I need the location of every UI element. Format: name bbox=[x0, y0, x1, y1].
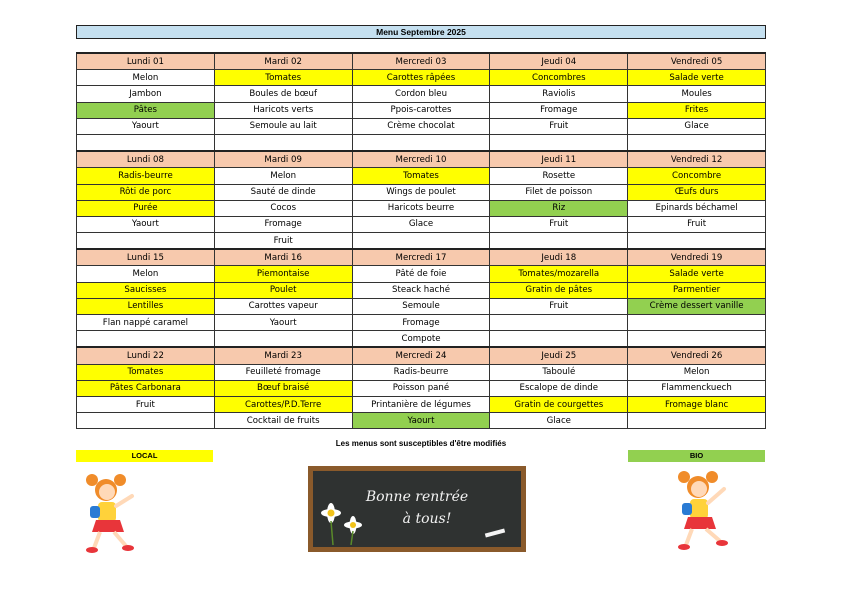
menu-cell: Melon bbox=[77, 70, 215, 86]
menu-cell: Radis-beurre bbox=[77, 168, 215, 184]
menu-cell: Gratin de courgettes bbox=[490, 396, 628, 412]
menu-cell: Flammenckuech bbox=[628, 380, 766, 396]
menu-cell: Bœuf braisé bbox=[214, 380, 352, 396]
menu-cell: Printanière de légumes bbox=[352, 396, 490, 412]
menu-cell: Glace bbox=[352, 216, 490, 232]
week-header-row bbox=[77, 347, 766, 364]
day-header: Lundi 08 bbox=[77, 151, 215, 168]
menu-cell: Filet de poisson bbox=[490, 184, 628, 200]
menu-cell bbox=[628, 134, 766, 151]
day-header: Vendredi 19 bbox=[628, 249, 766, 266]
menu-cell: Ppois-carottes bbox=[352, 102, 490, 118]
menu-cell bbox=[628, 413, 766, 429]
menu-cell: Fruit bbox=[490, 298, 628, 314]
day-header: Jeudi 18 bbox=[490, 249, 628, 266]
menu-cell: Semoule au lait bbox=[214, 118, 352, 134]
legend-local: LOCAL bbox=[76, 450, 213, 462]
daisy-flowers-icon bbox=[317, 501, 367, 545]
day-header: Lundi 01 bbox=[77, 53, 215, 70]
menu-cell: Feuilleté fromage bbox=[214, 364, 352, 380]
menu-cell: Glace bbox=[628, 118, 766, 134]
legend-bio: BIO bbox=[628, 450, 765, 462]
menu-cell: Œufs durs bbox=[628, 184, 766, 200]
menu-cell: Fromage bbox=[214, 216, 352, 232]
menu-cell bbox=[214, 331, 352, 348]
menu-cell: Steack haché bbox=[352, 282, 490, 298]
menu-row bbox=[77, 413, 766, 429]
menu-cell: Carottes/P.D.Terre bbox=[214, 396, 352, 412]
menu-cell bbox=[214, 134, 352, 151]
menu-cell: Fromage bbox=[490, 102, 628, 118]
menu-cell bbox=[628, 331, 766, 348]
menu-cell bbox=[352, 233, 490, 250]
day-header: Lundi 15 bbox=[77, 249, 215, 266]
menu-cell: Gratin de pâtes bbox=[490, 282, 628, 298]
menu-cell: Glace bbox=[490, 413, 628, 429]
menu-cell: Poulet bbox=[214, 282, 352, 298]
menu-cell: Crème chocolat bbox=[352, 118, 490, 134]
menu-cell: Piemontaise bbox=[214, 266, 352, 282]
menu-row bbox=[77, 118, 766, 134]
day-header: Mardi 23 bbox=[214, 347, 352, 364]
chalkboard bbox=[308, 466, 526, 552]
menu-row bbox=[77, 200, 766, 216]
menu-cell: Yaourt bbox=[77, 216, 215, 232]
day-header: Vendredi 12 bbox=[628, 151, 766, 168]
day-header: Mardi 02 bbox=[214, 53, 352, 70]
menu-cell: Semoule bbox=[352, 298, 490, 314]
menu-cell: Crème dessert vanille bbox=[628, 298, 766, 314]
menu-row bbox=[77, 168, 766, 184]
menu-cell: Frites bbox=[628, 102, 766, 118]
menu-cell: Sauté de dinde bbox=[214, 184, 352, 200]
menu-cell: Fruit bbox=[77, 396, 215, 412]
menu-row bbox=[77, 282, 766, 298]
menu-cell: Pâtes bbox=[77, 102, 215, 118]
menu-cell: Yaourt bbox=[214, 315, 352, 331]
menu-row bbox=[77, 364, 766, 380]
day-header: Mercredi 24 bbox=[352, 347, 490, 364]
menu-cell: Raviolis bbox=[490, 86, 628, 102]
menu-cell bbox=[628, 233, 766, 250]
menu-cell bbox=[490, 134, 628, 151]
menu-cell: Jambon bbox=[77, 86, 215, 102]
menu-cell: Fromage bbox=[352, 315, 490, 331]
menu-cell: Cocos bbox=[214, 200, 352, 216]
menu-cell: Wings de poulet bbox=[352, 184, 490, 200]
menu-row bbox=[77, 86, 766, 102]
menu-cell bbox=[77, 331, 215, 348]
menu-row bbox=[77, 380, 766, 396]
menu-cell: Melon bbox=[77, 266, 215, 282]
day-header: Mardi 09 bbox=[214, 151, 352, 168]
menu-cell bbox=[490, 233, 628, 250]
menu-row bbox=[77, 233, 766, 250]
menu-cell: Epinards béchamel bbox=[628, 200, 766, 216]
menu-row bbox=[77, 216, 766, 232]
day-header: Mardi 16 bbox=[214, 249, 352, 266]
menu-cell: Flan nappé caramel bbox=[77, 315, 215, 331]
menu-cell: Boules de bœuf bbox=[214, 86, 352, 102]
menu-cell: Melon bbox=[214, 168, 352, 184]
menu-cell: Taboulé bbox=[490, 364, 628, 380]
menu-row bbox=[77, 134, 766, 151]
menu-cell: Melon bbox=[628, 364, 766, 380]
menu-cell: Pâtes Carbonara bbox=[77, 380, 215, 396]
menu-row bbox=[77, 266, 766, 282]
menu-cell bbox=[490, 315, 628, 331]
menu-cell: Lentilles bbox=[77, 298, 215, 314]
menu-cell: Riz bbox=[490, 200, 628, 216]
week-header-row bbox=[77, 151, 766, 168]
menu-cell: Parmentier bbox=[628, 282, 766, 298]
menu-cell: Fruit bbox=[628, 216, 766, 232]
menu-cell: Tomates bbox=[77, 364, 215, 380]
day-header: Mercredi 17 bbox=[352, 249, 490, 266]
menu-cell: Fromage blanc bbox=[628, 396, 766, 412]
menu-cell: Concombre bbox=[628, 168, 766, 184]
menu-cell: Yaourt bbox=[352, 413, 490, 429]
chalkboard-line-1: Bonne rentrée bbox=[365, 489, 469, 505]
menu-row bbox=[77, 102, 766, 118]
menu-cell: Saucisses bbox=[77, 282, 215, 298]
menu-cell: Concombres bbox=[490, 70, 628, 86]
girl-illustration-left bbox=[80, 470, 150, 558]
menu-cell: Radis-beurre bbox=[352, 364, 490, 380]
menu-cell: Salade verte bbox=[628, 70, 766, 86]
menu-cell: Carottes râpées bbox=[352, 70, 490, 86]
menu-row bbox=[77, 70, 766, 86]
menu-cell bbox=[77, 134, 215, 151]
menu-cell: Tomates bbox=[352, 168, 490, 184]
menu-cell: Yaourt bbox=[77, 118, 215, 134]
day-header: Jeudi 11 bbox=[490, 151, 628, 168]
menu-cell: Purée bbox=[77, 200, 215, 216]
menu-title: Menu Septembre 2025 bbox=[76, 25, 766, 39]
day-header: Mercredi 10 bbox=[352, 151, 490, 168]
menu-cell: Tomates/mozarella bbox=[490, 266, 628, 282]
day-header: Lundi 22 bbox=[77, 347, 215, 364]
week-header-row bbox=[77, 53, 766, 70]
day-header: Jeudi 25 bbox=[490, 347, 628, 364]
menu-cell: Rôti de porc bbox=[77, 184, 215, 200]
day-header: Vendredi 05 bbox=[628, 53, 766, 70]
menu-cell bbox=[77, 413, 215, 429]
menu-cell: Cocktail de fruits bbox=[214, 413, 352, 429]
menu-cell: Fruit bbox=[490, 216, 628, 232]
menu-cell: Fruit bbox=[490, 118, 628, 134]
menu-row bbox=[77, 184, 766, 200]
chalkboard-line-2: à tous! bbox=[402, 511, 452, 527]
chalk-stick-icon bbox=[485, 528, 505, 537]
menu-row bbox=[77, 315, 766, 331]
menu-row bbox=[77, 331, 766, 348]
menu-row bbox=[77, 298, 766, 314]
day-header: Vendredi 26 bbox=[628, 347, 766, 364]
menu-table bbox=[76, 52, 766, 429]
menu-cell: Haricots beurre bbox=[352, 200, 490, 216]
menu-cell: Salade verte bbox=[628, 266, 766, 282]
menu-cell: Compote bbox=[352, 331, 490, 348]
girl-illustration-right bbox=[668, 467, 738, 555]
menu-cell bbox=[628, 315, 766, 331]
menu-cell: Tomates bbox=[214, 70, 352, 86]
menu-cell: Escalope de dinde bbox=[490, 380, 628, 396]
week-header-row bbox=[77, 249, 766, 266]
notice-text: Les menus sont susceptibles d'être modifiés bbox=[335, 439, 507, 448]
menu-cell: Pâté de foie bbox=[352, 266, 490, 282]
day-header: Jeudi 04 bbox=[490, 53, 628, 70]
menu-cell: Moules bbox=[628, 86, 766, 102]
day-header: Mercredi 03 bbox=[352, 53, 490, 70]
menu-cell bbox=[352, 134, 490, 151]
menu-cell bbox=[490, 331, 628, 348]
menu-cell bbox=[77, 233, 215, 250]
menu-cell: Carottes vapeur bbox=[214, 298, 352, 314]
menu-cell: Fruit bbox=[214, 233, 352, 250]
menu-cell: Haricots verts bbox=[214, 102, 352, 118]
menu-cell: Cordon bleu bbox=[352, 86, 490, 102]
menu-cell: Rosette bbox=[490, 168, 628, 184]
menu-row bbox=[77, 396, 766, 412]
menu-cell: Poisson pané bbox=[352, 380, 490, 396]
